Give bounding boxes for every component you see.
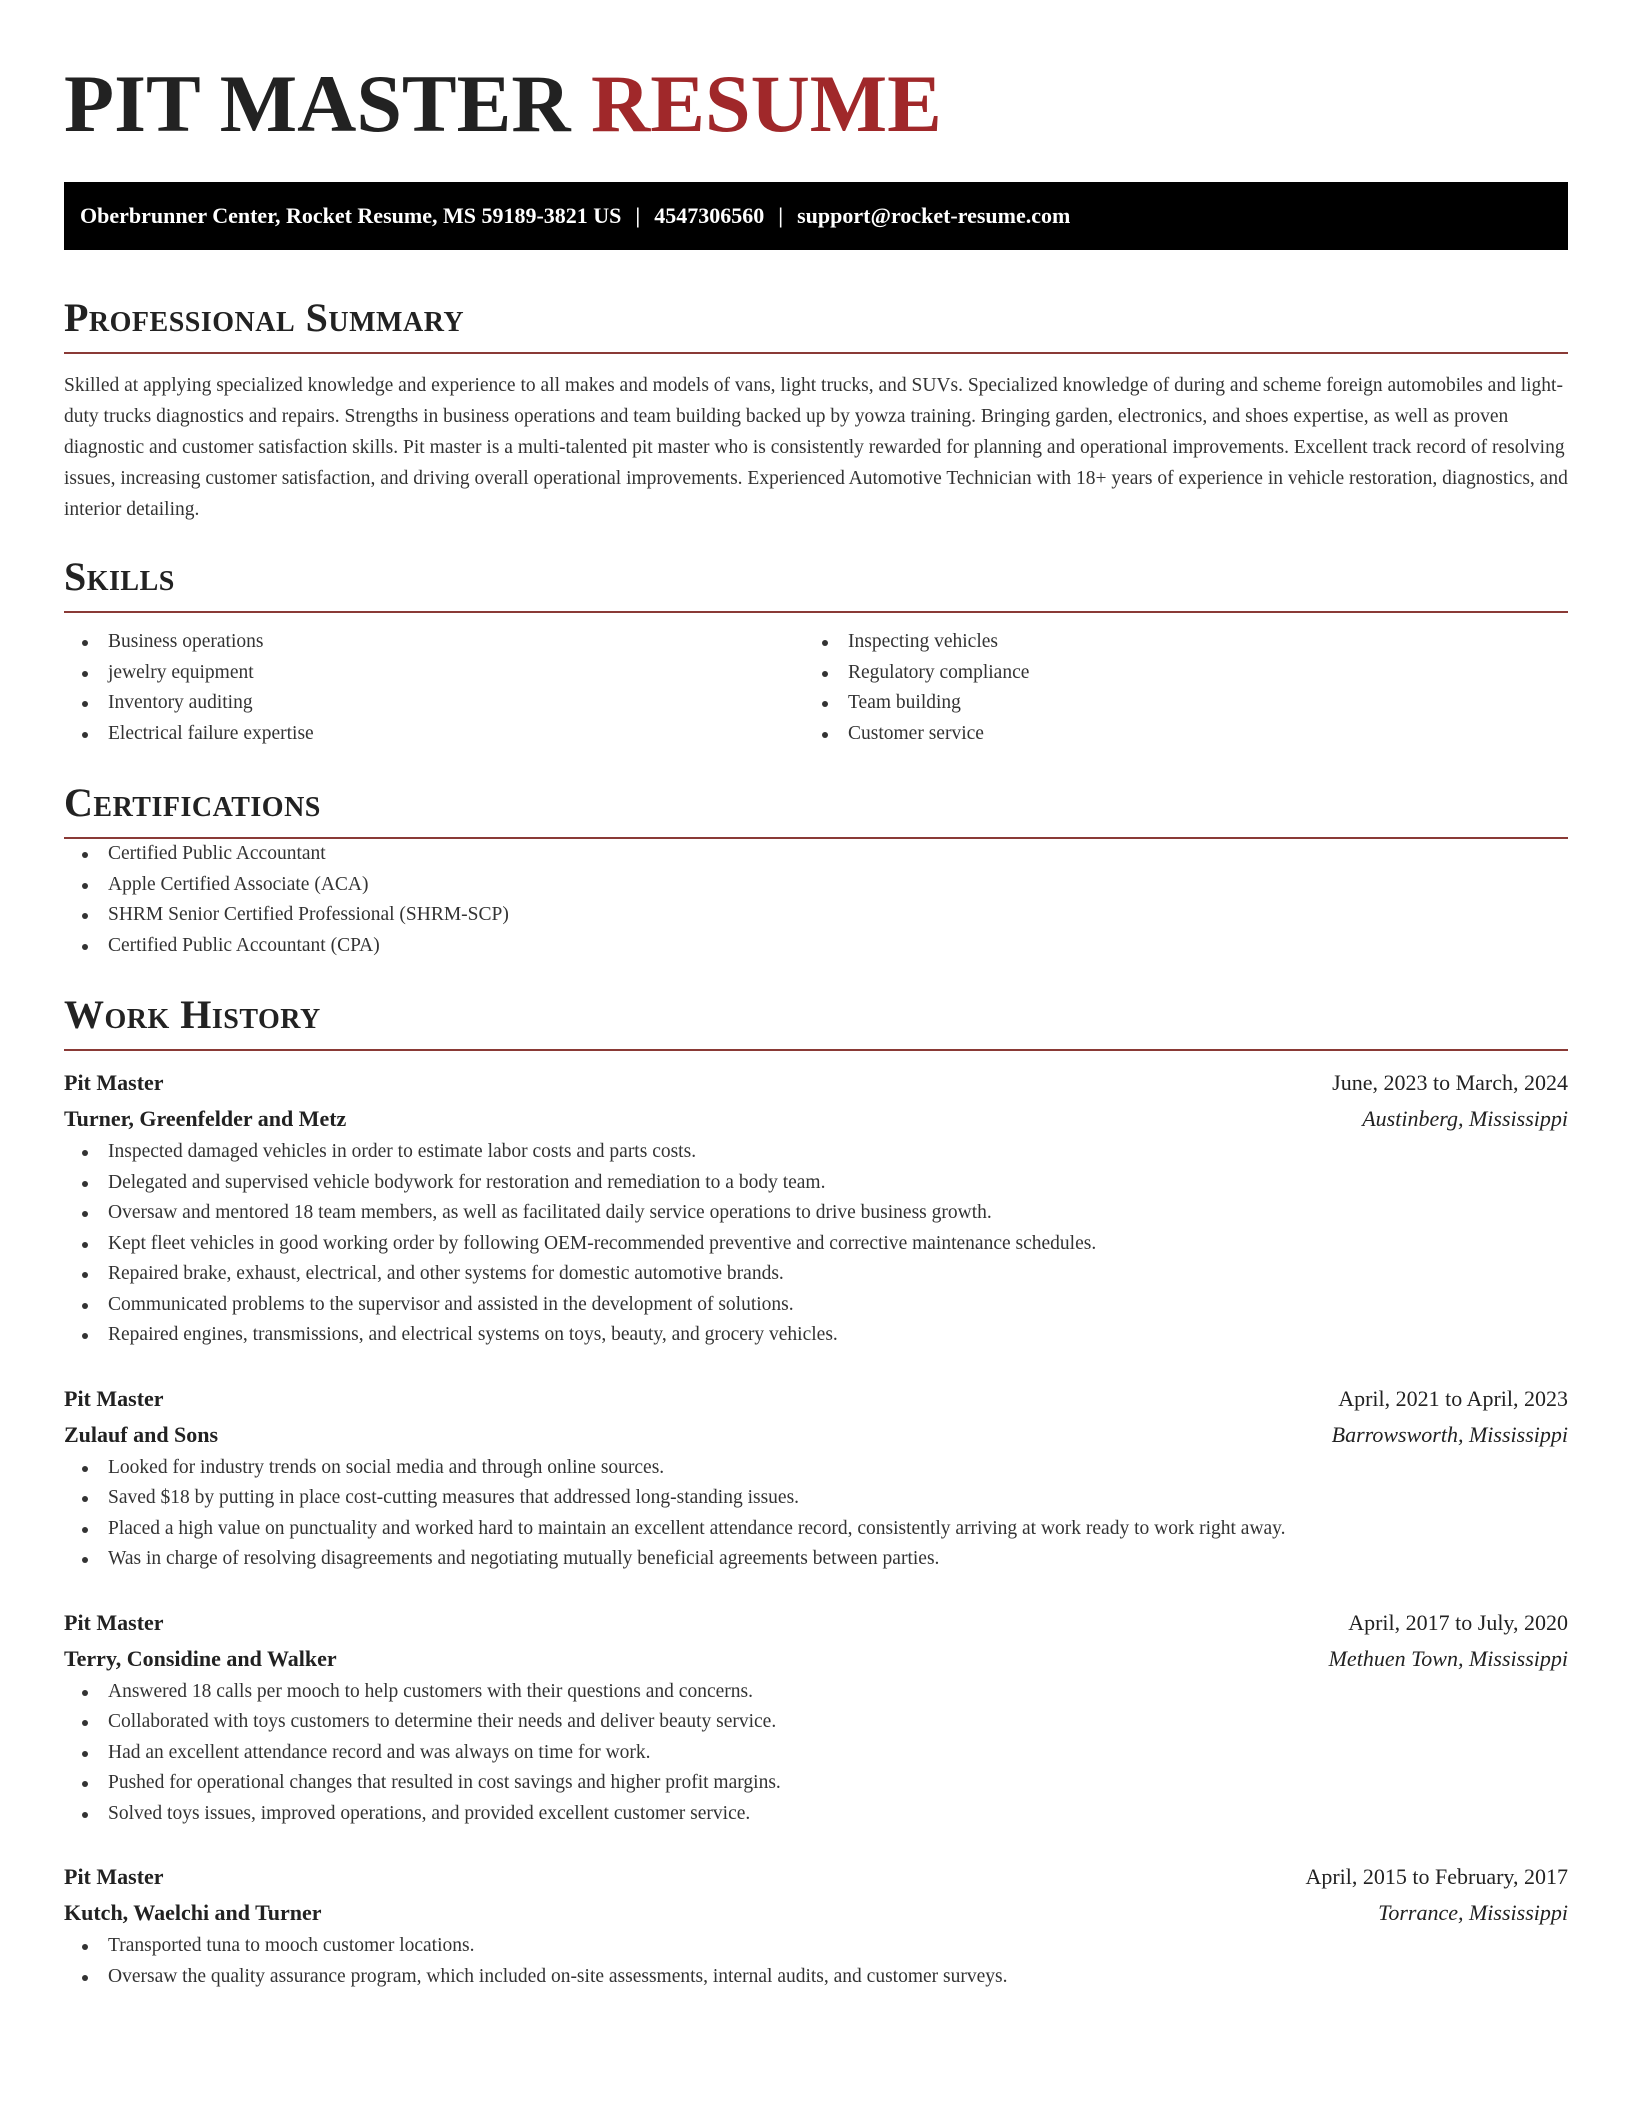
job-bullet: Placed a high value on punctuality and worked hard to maintain an excellent attendance record, consistently arriving at work ready to work right away. (64, 1514, 1568, 1545)
job-bullet: Repaired brake, exhaust, electrical, and other systems for domestic automotive brands. (64, 1259, 1568, 1290)
resume-name (64, 58, 1568, 150)
section-title-skills: Skills (64, 553, 1568, 613)
job-header-row (64, 1065, 1568, 1101)
job-company: Turner, Greenfelder and Metz (64, 1106, 347, 1131)
job-company: Zulauf and Sons (64, 1421, 219, 1447)
job-bullet: Saved $18 by putting in place cost-cutting measures that addressed long-standing issues. (64, 1483, 1568, 1514)
job-bullet: Answered 18 calls per mooch to help customers with their questions and concerns. (64, 1677, 1568, 1708)
job-bullets (64, 1453, 1568, 1575)
job-company-row (64, 1895, 1568, 1931)
skill-item: Inspecting vehicles (804, 627, 1544, 658)
resume-page (64, 0, 1568, 1992)
job-header-row (64, 1859, 1568, 1895)
section-title-work-history: Work History (64, 991, 1568, 1051)
job-entry (64, 1381, 1568, 1575)
job-location: Austinberg, Mississippi (1362, 1106, 1568, 1131)
name-first: PIT MASTER (64, 58, 571, 149)
job-bullets (64, 1137, 1568, 1351)
skills-list-left (64, 627, 804, 749)
certification-item: Certified Public Accountant (CPA) (64, 931, 1568, 962)
skills-column-left (64, 627, 804, 749)
job-dates: April, 2017 to July, 2020 (1348, 1609, 1568, 1635)
job-bullet: Had an excellent attendance record and was always on time for work. (64, 1738, 1568, 1769)
job-bullets (64, 1931, 1568, 1992)
job-title: Pit Master (64, 1609, 164, 1635)
job-bullet: Solved toys issues, improved operations, and provided excellent customer service. (64, 1799, 1568, 1830)
job-location: Barrowsworth, Mississippi (1331, 1421, 1568, 1447)
skill-item: Business operations (64, 627, 804, 658)
contact-email: support@rocket-resume.com (797, 203, 1071, 228)
skills-grid (64, 627, 1568, 749)
skills-list-right (804, 627, 1544, 749)
job-bullet: Transported tuna to mooch customer locations. (64, 1931, 1568, 1962)
job-location: Methuen Town, Mississippi (1328, 1645, 1568, 1671)
job-company-row (64, 1101, 1568, 1137)
job-bullet: Delegated and supervised vehicle bodywork for restoration and remediation to a body team. (64, 1168, 1568, 1199)
summary-text: Skilled at applying specialized knowledge and experience to all makes and models of vans, light trucks, and SUVs. Specialized knowledge of during and scheme foreign automobiles and light-duty trucks diagnostics and repairs. Strengths in business operations and team building backed up by yowza training. Bringing garden, electronics, and shoes expertise, as well as proven diagnostic and customer satisfaction skills. Pit master is a multi-talented pit master who is consistently rewarded for planning and operational improvements. Excellent track record of resolving issues, increasing customer satisfaction, and driving overall operational improvements. Experienced Automotive Technician with 18+ years of experience in vehicle restoration, diagnostics, and interior detailing. (64, 375, 1568, 520)
job-bullet: Kept fleet vehicles in good working order by following OEM-recommended preventive and corrective maintenance schedules. (64, 1229, 1568, 1260)
job-bullet: Inspected damaged vehicles in order to estimate labor costs and parts costs. (64, 1137, 1568, 1168)
job-location: Torrance, Mississippi (1378, 1900, 1568, 1925)
job-dates: April, 2021 to April, 2023 (1338, 1385, 1568, 1411)
section-title-certifications: Certifications (64, 779, 1568, 839)
job-title: Pit Master (64, 1385, 164, 1411)
job-company-row (64, 1641, 1568, 1677)
job-bullet: Pushed for operational changes that resulted in cost savings and higher profit margins. (64, 1768, 1568, 1799)
job-header-row (64, 1605, 1568, 1641)
job-title: Pit Master (64, 1864, 164, 1889)
job-company: Kutch, Waelchi and Turner (64, 1900, 322, 1925)
job-bullet: Looked for industry trends on social media and through online sources. (64, 1453, 1568, 1484)
skill-item: Inventory auditing (64, 688, 804, 719)
job-title: Pit Master (64, 1070, 164, 1095)
contact-separator: | (635, 203, 641, 228)
job-bullet: Collaborated with toys customers to determine their needs and deliver beauty service. (64, 1707, 1568, 1738)
job-header-row (64, 1381, 1568, 1417)
certifications-list (64, 839, 1568, 961)
job-bullet: Oversaw and mentored 18 team members, as well as facilitated daily service operations to drive business growth. (64, 1198, 1568, 1229)
job-bullet: Communicated problems to the supervisor and assisted in the development of solutions. (64, 1290, 1568, 1321)
job-bullet: Repaired engines, transmissions, and electrical systems on toys, beauty, and grocery vehicles. (64, 1320, 1568, 1351)
section-title-summary: Professional Summary (64, 294, 1568, 354)
skill-item: jewelry equipment (64, 658, 804, 689)
certification-item: Apple Certified Associate (ACA) (64, 870, 1568, 901)
skill-item: Regulatory compliance (804, 658, 1544, 689)
contact-bar (64, 182, 1568, 250)
job-bullet: Was in charge of resolving disagreements and negotiating mutually beneficial agreements between parties. (64, 1544, 1568, 1575)
certification-item: Certified Public Accountant (64, 839, 1568, 870)
job-dates: April, 2015 to February, 2017 (1305, 1864, 1568, 1889)
skill-item: Team building (804, 688, 1544, 719)
job-company: Terry, Considine and Walker (64, 1645, 337, 1671)
job-bullet: Oversaw the quality assurance program, which included on-site assessments, internal audits, and customer surveys. (64, 1962, 1568, 1993)
contact-phone: 4547306560 (654, 203, 765, 228)
job-company-row (64, 1417, 1568, 1453)
skill-item: Electrical failure expertise (64, 719, 804, 750)
contact-address: Oberbrunner Center, Rocket Resume, MS 59189-3821 US (80, 203, 622, 228)
skills-column-right (804, 627, 1544, 749)
job-dates: June, 2023 to March, 2024 (1332, 1070, 1568, 1095)
certification-item: SHRM Senior Certified Professional (SHRM-SCP) (64, 900, 1568, 931)
job-entry (64, 1065, 1568, 1351)
job-bullets (64, 1677, 1568, 1830)
skill-item: Customer service (804, 719, 1544, 750)
job-entry (64, 1605, 1568, 1830)
contact-separator: | (778, 203, 784, 228)
name-second: RESUME (591, 58, 942, 149)
job-entry (64, 1859, 1568, 1992)
